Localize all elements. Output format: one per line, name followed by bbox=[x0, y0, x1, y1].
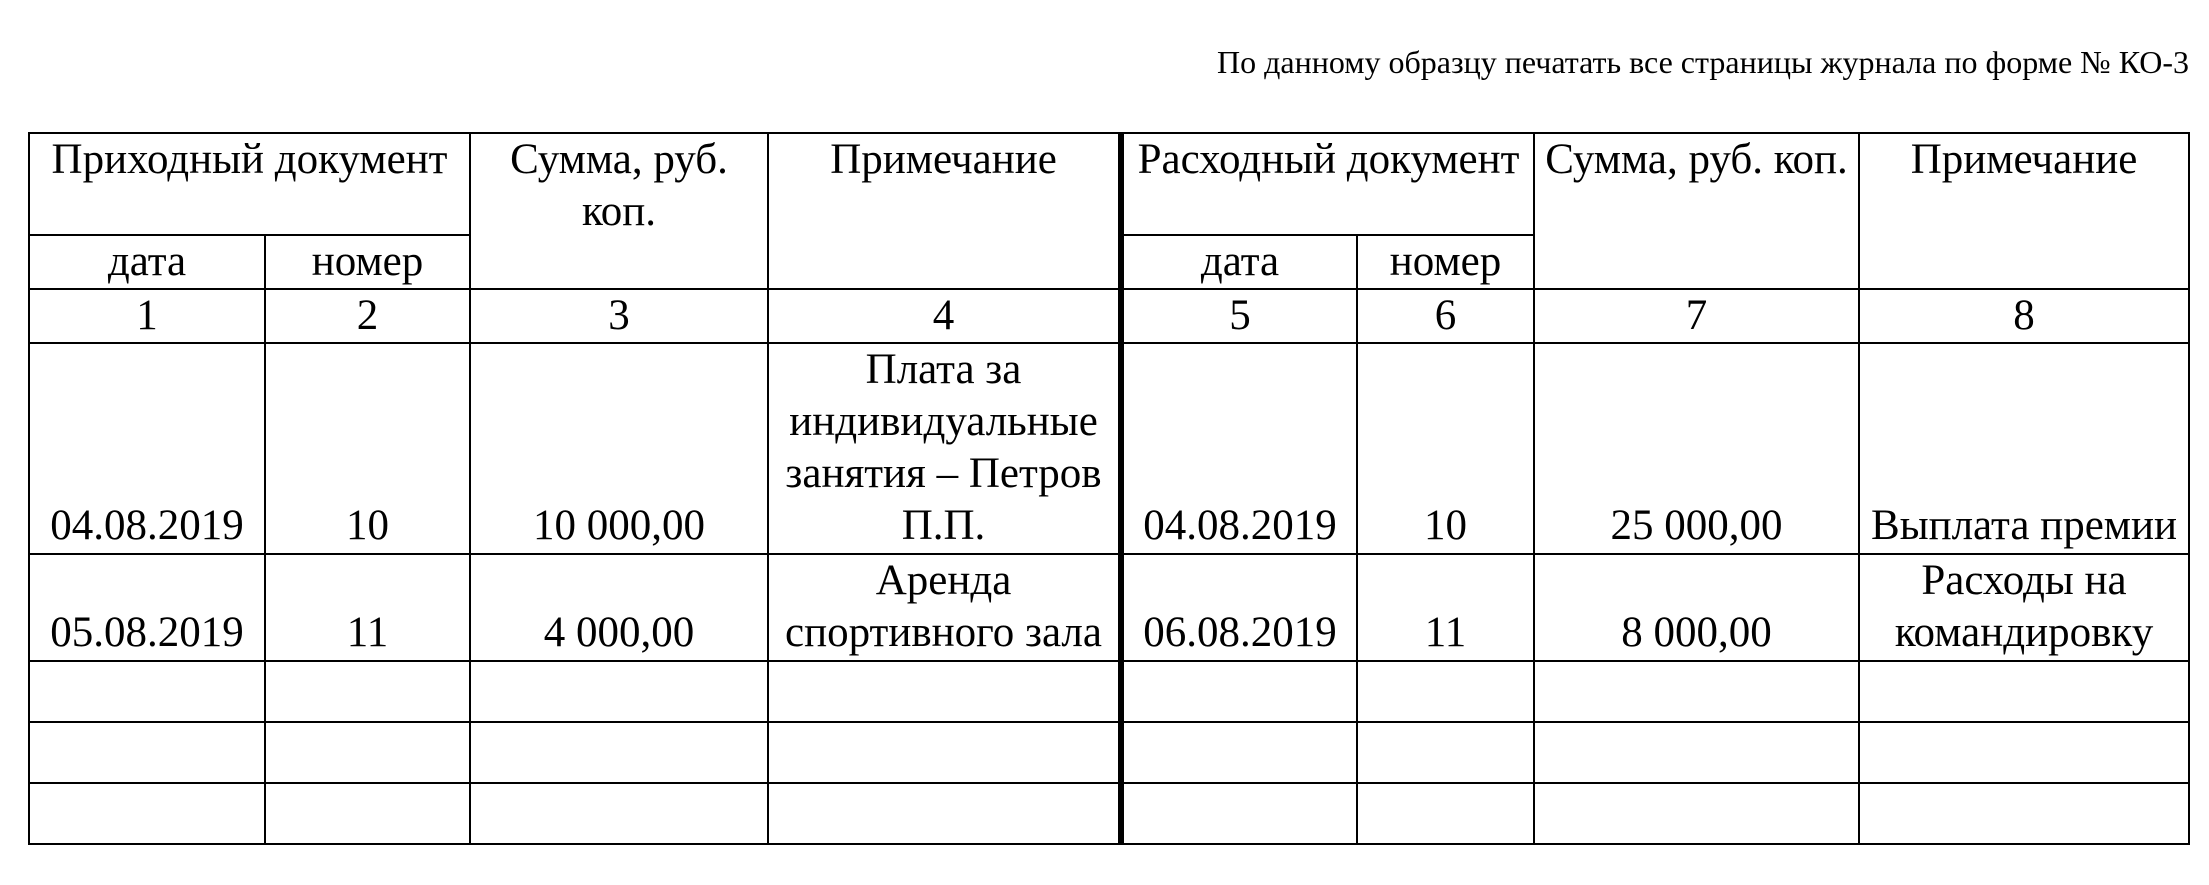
empty-cell bbox=[1534, 661, 1859, 722]
empty-cell bbox=[29, 722, 265, 783]
column-number: 6 bbox=[1357, 289, 1534, 343]
income-date-cell: 04.08.2019 bbox=[29, 343, 265, 554]
empty-cell bbox=[1121, 661, 1357, 722]
empty-cell bbox=[470, 722, 768, 783]
empty-cell bbox=[1859, 722, 2189, 783]
empty-row bbox=[29, 661, 2189, 722]
expense-sum-header: Сумма, руб. коп. bbox=[1534, 133, 1859, 289]
income-date-header: дата bbox=[29, 235, 265, 289]
expense-number-header: номер bbox=[1357, 235, 1534, 289]
empty-cell bbox=[470, 661, 768, 722]
expense-date-cell: 06.08.2019 bbox=[1121, 554, 1357, 661]
column-number: 8 bbox=[1859, 289, 2189, 343]
column-number: 5 bbox=[1121, 289, 1357, 343]
empty-row bbox=[29, 722, 2189, 783]
income-sum-cell: 10 000,00 bbox=[470, 343, 768, 554]
income-note-header: Примечание bbox=[768, 133, 1121, 289]
income-note-cell: Аренда спортивного зала bbox=[768, 554, 1121, 661]
expense-document-header: Расходный документ bbox=[1121, 133, 1534, 235]
empty-cell bbox=[1859, 661, 2189, 722]
income-sum-header: Сумма, руб. коп. bbox=[470, 133, 768, 289]
empty-cell bbox=[1121, 783, 1357, 844]
empty-cell bbox=[1534, 783, 1859, 844]
empty-row bbox=[29, 783, 2189, 844]
expense-number-cell: 10 bbox=[1357, 343, 1534, 554]
column-number: 3 bbox=[470, 289, 768, 343]
expense-sum-cell: 25 000,00 bbox=[1534, 343, 1859, 554]
column-number: 2 bbox=[265, 289, 470, 343]
empty-cell bbox=[768, 722, 1121, 783]
income-number-cell: 11 bbox=[265, 554, 470, 661]
expense-sum-cell: 8 000,00 bbox=[1534, 554, 1859, 661]
column-number-row bbox=[29, 289, 2189, 343]
empty-cell bbox=[265, 722, 470, 783]
table-row bbox=[29, 554, 2189, 661]
empty-cell bbox=[29, 661, 265, 722]
income-sum-cell: 4 000,00 bbox=[470, 554, 768, 661]
empty-cell bbox=[470, 783, 768, 844]
empty-cell bbox=[768, 661, 1121, 722]
column-number: 7 bbox=[1534, 289, 1859, 343]
header-row bbox=[29, 133, 2189, 235]
empty-cell bbox=[768, 783, 1121, 844]
expense-note-header: Примечание bbox=[1859, 133, 2189, 289]
income-date-cell: 05.08.2019 bbox=[29, 554, 265, 661]
column-number: 4 bbox=[768, 289, 1121, 343]
cash-journal-table bbox=[28, 132, 2190, 845]
empty-cell bbox=[1121, 722, 1357, 783]
empty-cell bbox=[1357, 722, 1534, 783]
expense-date-cell: 04.08.2019 bbox=[1121, 343, 1357, 554]
income-document-header: Приходный документ bbox=[29, 133, 470, 235]
column-number: 1 bbox=[29, 289, 265, 343]
income-note-cell: Плата за индивидуальные занятия – Петров П.П. bbox=[768, 343, 1121, 554]
income-number-header: номер bbox=[265, 235, 470, 289]
table-row bbox=[29, 343, 2189, 554]
empty-cell bbox=[265, 783, 470, 844]
income-number-cell: 10 bbox=[265, 343, 470, 554]
expense-number-cell: 11 bbox=[1357, 554, 1534, 661]
expense-note-cell: Выплата премии bbox=[1859, 343, 2189, 554]
empty-cell bbox=[265, 661, 470, 722]
empty-cell bbox=[1357, 661, 1534, 722]
form-instruction-note: По данному образцу печатать все страницы журнала по форме № КО-3 bbox=[1217, 44, 2189, 80]
empty-cell bbox=[29, 783, 265, 844]
expense-date-header: дата bbox=[1121, 235, 1357, 289]
expense-note-cell: Расходы на командировку bbox=[1859, 554, 2189, 661]
empty-cell bbox=[1357, 783, 1534, 844]
empty-cell bbox=[1859, 783, 2189, 844]
empty-cell bbox=[1534, 722, 1859, 783]
